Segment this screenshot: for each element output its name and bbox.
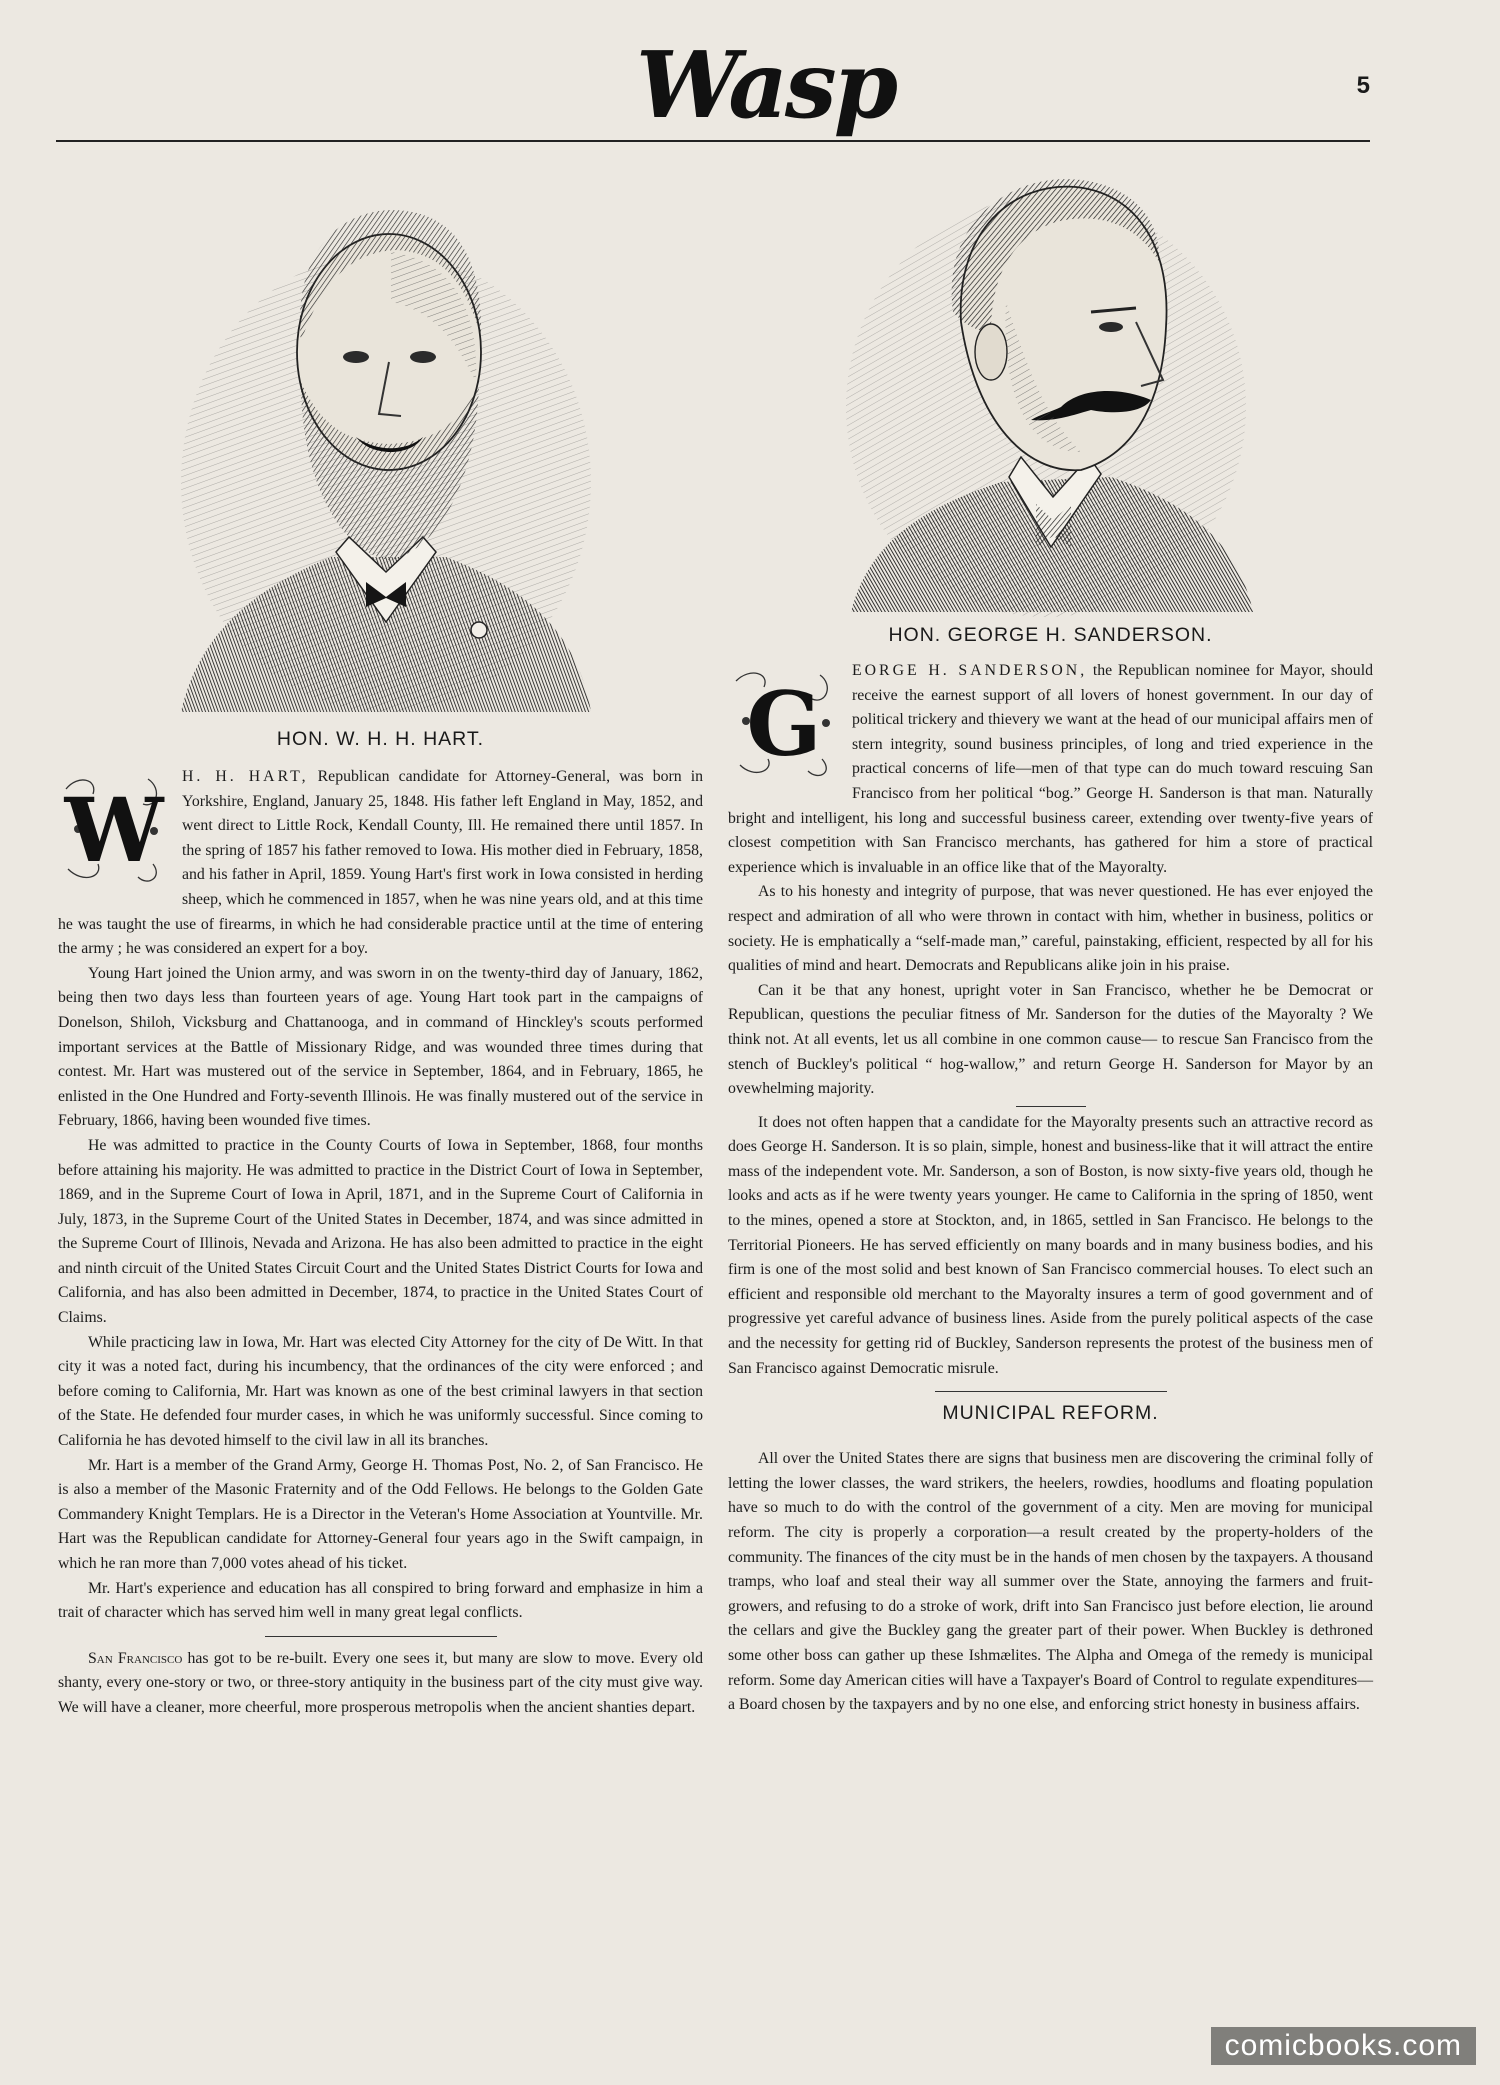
san-francisco-paragraph [58, 1647, 703, 1721]
ornamental-dropcap-w [58, 769, 170, 887]
hart-paragraph-5: Mr. Hart is a member of the Grand Army, George H. Thomas Post, No. 2, of San Francisco. He is also a member of the Masonic Fraternity and of the Odd Fellows. He belongs to the Golden Gate Commandery Knight Templars. He is a Director in the Veteran's Home Association at Yountville. Mr. Hart was the Republican candidate for Attorney-General four years ago in the Swift campaign, in which he ran more than 7,000 votes ahead of his ticket. [58, 1456, 703, 1572]
hart-portrait-engraving [161, 152, 601, 722]
sanderson-lead-name: EORGE H. SANDERSON, [852, 662, 1088, 679]
hart-lead-name: H. H. HART, [182, 768, 309, 785]
right-column [728, 152, 1373, 1718]
hart-paragraph-4: While practicing law in Iowa, Mr. Hart was elected City Attorney for the city of De Witt. In that city it was a noted fact, during his incumbency, that the ordinances of the city were enforced ; and before coming to California, Mr. Hart was known as one of the best criminal lawyers in that section of the State. He defended four murder cases, in which he was uniformly successful. Since coming to California he has devoted himself to the civil law in all its branches. [58, 1333, 703, 1450]
wasp-logo: Wasp [636, 31, 896, 139]
san-francisco-lead: San Francisco [88, 1649, 183, 1667]
hart-paragraph-3: He was admitted to practice in the County Courts of Iowa in September, 1868, four months before attaining his majority. He was admitted to practice in the District Court of Iowa in September, 1869, and in the Supreme Court of Iowa in April, 1871, and in the Supreme Court of California in July, 1873, in the Supreme Court of the United States in December, 1874, and was since admitted in the Supreme Court of Illinois, Nevada and Arizona. He has also been admitted to practice in the eight and ninth circuit of the United States Circuit Court and the United States District Courts for Iowa and California, and has also been admitted in December, 1874, to practice in the United States Court of Claims. [58, 1136, 703, 1327]
sanderson-caption: HON. GEORGE H. SANDERSON. [888, 624, 1213, 646]
svg-text:W: W [64, 778, 164, 882]
separator-rule-2 [935, 1391, 1167, 1392]
sanderson-paragraph-3: Can it be that any honest, upright voter in San Francisco, whether he be Democrat or Republican, questions the peculiar fitness of Mr. Sanderson for the duties of the Mayoralty ? We think not. At all events, let us all combine in one common cause— to rescue San Francisco from the stench of Buckley's political “ hog-wallow,” and return George H. Sanderson for Mayor by an ovewhelming majority. [728, 981, 1373, 1098]
masthead-rule [56, 140, 1370, 142]
hart-caption: HON. W. H. H. HART. [276, 728, 485, 750]
svg-text:G: G [746, 672, 822, 776]
sanderson-paragraph-1 [728, 659, 1373, 880]
sanderson-portrait-engraving [841, 152, 1261, 622]
hart-paragraph-6: Mr. Hart's experience and education has all conspired to bring forward and emphasize in him a trait of character which has served him well in many great legal conflicts. [58, 1579, 703, 1622]
left-column [58, 152, 703, 1721]
separator-rule [265, 1636, 497, 1637]
hart-paragraph-1 [58, 765, 703, 962]
page-number: 5 [1356, 72, 1370, 99]
municipal-reform-heading: MUNICIPAL REFORM. [942, 1402, 1159, 1425]
ornamental-dropcap-g [728, 663, 840, 781]
masthead [56, 30, 1370, 140]
sanderson-paragraph-2: As to his honesty and integrity of purpose, that was never questioned. He has ever enjoyed the respect and admiration of all who were thrown in contact with him, whether in business, politics or society. He is emphatically a “self-made man,” careful, painstaking, efficient, respected by all for his qualities of mind and heart. Democrats and Republicans alike join in his praise. [728, 883, 1373, 975]
short-separator-rule [1016, 1106, 1086, 1107]
site-watermark: comicbooks.com [1211, 2027, 1476, 2065]
hart-paragraph-2: Young Hart joined the Union army, and was sworn in on the twenty-third day of January, 1862, being then two days less than fourteen years of age. Young Hart took part in the campaigns of Donelson, Shiloh, Vicksburg and Chattanooga, and in command of Hinckley's scouts performed important services at the Battle of Missionary Ridge, and was wounded three times during that contest. Mr. Hart was mustered out of the service in September, 1864, and in February, 1865, he enlisted in the One Hundred and Forty-seventh Illinois. He was finally mustered out of the service in February, 1866, having been wounded five times. [58, 964, 703, 1130]
municipal-reform-paragraph: All over the United States there are signs that business men are discovering the criminal folly of letting the lower classes, the ward strikers, the heelers, rowdies, hoodlums and floating population have so much to do with the control of the government of a city. Men are moving for municipal reform. The city is properly a corporation—a result created by the property-holders of the community. The finances of the city must be in the hands of men chosen by the taxpayers. A thousand tramps, who loaf and steal their way all summer over the State, annoying the farmers and fruit-growers, and refusing to do a stroke of work, drift into San Francisco just before election, lie around the cellars and give the Buckley gang the greater part of their power. When Buckley is dethroned some other boss can gather up these Ishmælites. The Alpha and Omega of the remedy is municipal reform. Some day American cities will have a Taxpayer's Board of Control to regulate expenditures—a Board chosen by the taxpayers and by no one else, and enforcing strict honesty in business affairs. [728, 1450, 1373, 1714]
sanderson-paragraph-4: It does not often happen that a candidate for the Mayoralty presents such an attractive record as does George H. Sanderson. It is so plain, simple, honest and business-like that it will attract the entire mass of the independent vote. Mr. Sanderson, a son of Boston, is now sixty-five years old, though he looks and acts as if he were twenty years younger. He came to California in the spring of 1850, went to the mines, opened a store at Stockton, and, in 1865, settled in San Francisco. He belongs to the Territorial Pioneers. He has served efficiently on many boards and in many business bodies, and his firm is one of the most solid and best known of San Francisco commercial houses. To elect such an efficient and responsible old merchant to the Mayoralty insures a term of good government and of progressive yet careful advance of business lines. Aside from the purely political aspects of the case and the necessity for getting rid of Buckley, Sanderson represents the protest of the business men of San Francisco against Democratic misrule. [728, 1113, 1373, 1377]
hart-p1-text: Republican candidate for Attorney-General, was born in Yorkshire, England, January 25, 1848. His father left England in May, 1852, and went direct to Little Rock, Kendall County, Ill. He remained there until 1857. In the spring of 1857 his father removed to Iowa. His mother died in February, 1858, and his father in April, 1859. Young Hart's first work in Iowa consisted in herding sheep, which he commenced in 1857, when he was nine years old, and at this time he was taught the use of firearms, in which he had considerable practice until at the time of entering the army ; he was considered an expert for a boy. [58, 768, 703, 958]
san-francisco-text: has got to be re-built. Every one sees it, but many are slow to move. Every old shanty, every one-story or two, or three-story antiquity in the business part of the city must give way. We will have a cleaner, more cheerful, more prosperous metropolis when the ancient shanties depart. [58, 1649, 703, 1716]
sanderson-p1-text: the Republican nominee for Mayor, should receive the earnest support of all lovers of honest government. In our day of political trickery and thievery we want at the head of our municipal affairs men of stern integrity, sound business principles, of long and tried experience in the practical concerns of life—men of that type can do much toward rescuing San Francisco from her political “bog.” George H. Sanderson is that man. Naturally bright and intelligent, his long and successful business career, extending over twenty-five years of closest competition with San Francisco merchants, has gathered for him a store of practical experience which is invaluable in an office like that of the Mayoralty. [728, 662, 1373, 876]
